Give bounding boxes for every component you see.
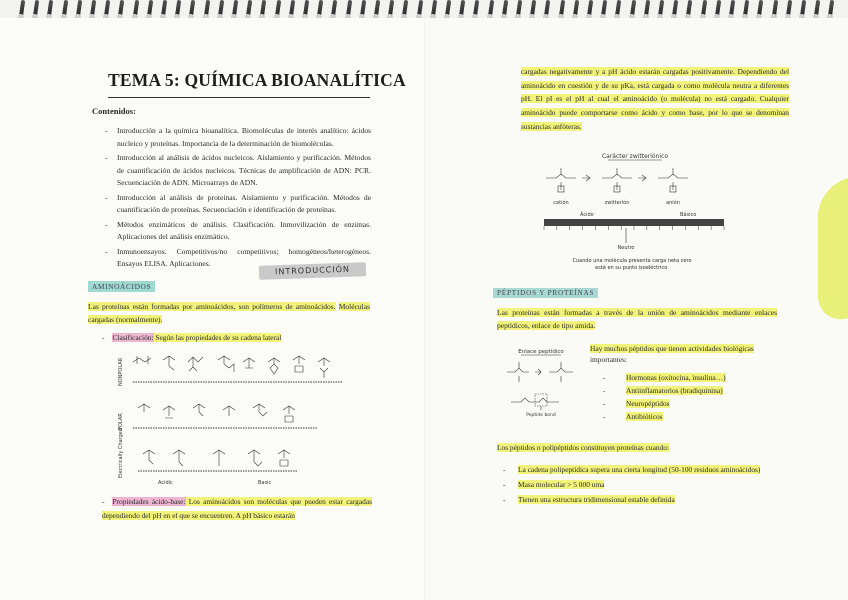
- ph-scale-bar: [544, 219, 724, 226]
- row-label-polar: POLAR: [118, 413, 124, 430]
- spiral-ring: [61, 0, 67, 18]
- scale-label-basic: Básico: [680, 212, 697, 218]
- amino-acid-structures-figure: [118, 350, 348, 487]
- spiral-ring: [729, 0, 735, 18]
- contents-item: - Inmunoensayos. Competitivos/no competitivos; homogéneos/heterogéneos. Ensayos ELISA. Aplicaciones.: [105, 246, 371, 271]
- contents-item: - Introducción al análisis de proteínas. Aislamiento y purificación. Métodos de cuantificación de proteínas. Secuenciación e identificación de proteínas.: [105, 192, 371, 217]
- highlighted-text: Las proteínas están formadas a través de la unión de aminoácidos mediante enlaces peptídicos, enlace de tipo amida.: [497, 308, 777, 330]
- spiral-ring: [161, 0, 167, 18]
- spiral-ring: [487, 0, 493, 18]
- spiral-ring: [260, 0, 266, 18]
- spiral-ring: [289, 0, 295, 18]
- spiral-ring: [516, 0, 522, 18]
- peptide-bond-structures: [507, 362, 573, 410]
- protein-conditions-list: [503, 463, 775, 508]
- spiral-ring: [33, 0, 39, 18]
- spiral-ring: [459, 0, 465, 18]
- section-heading-peptidos: PÉPTIDOS Y PROTEÍNAS: [493, 288, 598, 298]
- row-label-charged: Electrically Charged: [118, 427, 124, 478]
- spiral-ring: [786, 0, 792, 18]
- list-item: - Masa molecular > 5 000 uma: [503, 478, 775, 491]
- spiral-ring: [544, 0, 550, 18]
- spiral-ring: [502, 0, 508, 18]
- scale-label-acid: Ácido: [580, 212, 594, 218]
- list-item: - La cadena polipeptídica supera una cierta longitud (50-100 residuos aminoácidos): [503, 463, 775, 476]
- highlighted-text: Los péptidos o polipéptidos constituyen proteínas cuando:: [497, 443, 670, 452]
- spiral-ring: [445, 0, 451, 18]
- spiral-ring: [658, 0, 664, 18]
- caption-lines: [133, 382, 343, 471]
- spiral-ring: [573, 0, 579, 18]
- page-title: TEMA 5: QUÍMICA BIOANALÍTICA: [108, 70, 406, 90]
- spiral-ring: [672, 0, 678, 18]
- spiral-ring: [218, 0, 224, 18]
- spiral-ring: [317, 0, 323, 18]
- list-item: - Antibióticos: [603, 410, 726, 423]
- bottom-label-acidic: Acidic: [158, 480, 173, 486]
- acid-base-paragraph: - Propiedades ácido-base: Los aminoácidos son moléculas que pueden estar cargadas dependiendo del pH en el que se encuentren. A pH básico estarán: [102, 497, 372, 520]
- spiral-ring: [757, 0, 763, 18]
- spiral-ring: [715, 0, 721, 18]
- spiral-ring: [686, 0, 692, 18]
- list-item: - Antiinflamatorios (bradiquinina): [603, 384, 726, 397]
- title-rule: [108, 97, 370, 98]
- zwitterion-structures: [546, 168, 688, 192]
- spiral-ring: [47, 0, 53, 18]
- spiral-ring: [331, 0, 337, 18]
- peptide-bond-figure: [503, 346, 587, 418]
- spiral-ring: [76, 0, 82, 18]
- peptidos-activity-intro: [590, 343, 780, 365]
- spiral-ring: [246, 0, 252, 18]
- spiral-ring: [587, 0, 593, 18]
- highlighted-text: Las proteínas están formadas por aminoácidos, son polímeros de aminoácidos.: [88, 302, 336, 311]
- ph-scale-ticks: [544, 226, 724, 230]
- spiral-ring: [232, 0, 238, 18]
- contents-item: - Introducción a la química bioanalítica. Biomoléculas de interés analítico: ácidos nucleico y proteínas. Importancia de la determinación de biomoléculas.: [105, 125, 371, 150]
- spiral-ring: [530, 0, 536, 18]
- spiral-ring: [615, 0, 621, 18]
- spiral-ring: [828, 0, 834, 18]
- peptidos-paragraph: [497, 306, 777, 332]
- label-anion: anión: [666, 200, 680, 206]
- label-cation: catión: [553, 200, 569, 206]
- clasificacion-label: Clasificación:: [112, 333, 154, 342]
- spiral-ring: [274, 0, 280, 18]
- spiral-ring: [388, 0, 394, 18]
- label-zwitterion: zwitterión: [604, 200, 630, 206]
- sticky-note-edge: [818, 178, 848, 325]
- row-label-nonpolar: NONPOLAR: [118, 357, 124, 386]
- highlighted-text: Moléculas cargadas (normalmente).: [88, 302, 371, 324]
- spiral-ring: [374, 0, 380, 18]
- spiral-ring: [345, 0, 351, 18]
- acid-base-label: Propiedades ácido-base:: [112, 497, 186, 506]
- spiral-ring: [303, 0, 309, 18]
- spiral-ring: [118, 0, 124, 18]
- contents-label: Contenidos:: [92, 106, 136, 116]
- spiral-ring: [814, 0, 820, 18]
- spiral-ring: [644, 0, 650, 18]
- protein-conditions-intro: [497, 443, 669, 452]
- contents-item: - Métodos enzimáticos de análisis. Clasificación. Inmovilización de enzimas. Aplicaciones del análisis enzimático.: [105, 219, 371, 244]
- list-item: - Hormonas (oxitocina, insulina…): [603, 371, 726, 384]
- clasificacion-line: - Clasificación: Según las propiedades de su cadena lateral: [102, 333, 282, 342]
- spiral-ring: [175, 0, 181, 18]
- spiral-ring: [90, 0, 96, 18]
- continuation-paragraph: [521, 65, 789, 134]
- spiral-ring: [700, 0, 706, 18]
- spiral-ring: [800, 0, 806, 18]
- label-neutral: Neutro: [617, 245, 635, 251]
- peptide-bond-label: Peptide bond: [526, 413, 556, 418]
- spiral-ring: [431, 0, 437, 18]
- spiral-ring: [601, 0, 607, 18]
- spiral-ring: [360, 0, 366, 18]
- spiral-ring: [402, 0, 408, 18]
- spiral-ring: [19, 0, 25, 18]
- highlighted-text: Hay muchos péptidos que tienen actividades biológicas: [590, 344, 754, 353]
- zwitterion-caption: Cuando una molécula presenta carga neta cero está en su punto isoeléctrico.: [572, 258, 692, 271]
- list-item: - Tienen una estructura tridimensional estable definida: [503, 493, 775, 506]
- section-heading-aminoacidos: AMINOÁCIDOS: [88, 281, 155, 292]
- spiral-ring: [473, 0, 479, 18]
- peptide-activity-list: [603, 371, 726, 423]
- highlighted-text: Los aminoácidos son moléculas que pueden estar cargadas dependiendo del pH en el que se encuentren. A pH básico estarán: [102, 497, 372, 520]
- bottom-label-basic: Basic: [258, 480, 272, 486]
- spiral-ring: [203, 0, 209, 18]
- spiral-ring: [629, 0, 635, 18]
- zwitterion-figure: [540, 148, 730, 276]
- list-item: - Neuropéptidos: [603, 397, 726, 410]
- spiral-ring: [189, 0, 195, 18]
- peptide-bond-title: Enlace peptídico: [518, 349, 564, 355]
- highlighted-text: cargadas negativamente y a pH ácido estarán cargadas positivamente. Dependiendo del aminoácido en cuestión y de su pKa, está cargada o como molécula neutra a diferentes pH. El pI es el pH al cual el aminoácido (o molécula) no está cargado. Cualquier aminoácido puede comportarse como ácido y como base, por lo que se denominan sustancias anfóteras.: [521, 67, 789, 131]
- aminoacidos-paragraph: [88, 300, 370, 326]
- spiral-ring: [132, 0, 138, 18]
- spiral-ring: [743, 0, 749, 18]
- molecule-sketches: [133, 356, 330, 466]
- clasificacion-text: Según las propiedades de su cadena lateral: [153, 333, 282, 342]
- zwitterion-title: Carácter zwitteriónico: [601, 153, 669, 160]
- spiral-ring: [558, 0, 564, 18]
- spiral-ring: [771, 0, 777, 18]
- spiral-ring: [147, 0, 153, 18]
- contents-item: - Introducción al análisis de ácidos nucleicos. Aislamiento y purificación. Métodos de cuantificación de ácidos nucleicos. Técnicas de amplificación de ADN: PCR. Secuenciación de ADN. Microarrays de ADN.: [105, 152, 371, 190]
- spiral-ring: [104, 0, 110, 18]
- contents-list: [105, 125, 371, 273]
- spiral-ring: [416, 0, 422, 18]
- handwritten-tag: INTRODUCCIÓN: [259, 262, 366, 280]
- activity-intro-tail: importantes:: [590, 355, 627, 364]
